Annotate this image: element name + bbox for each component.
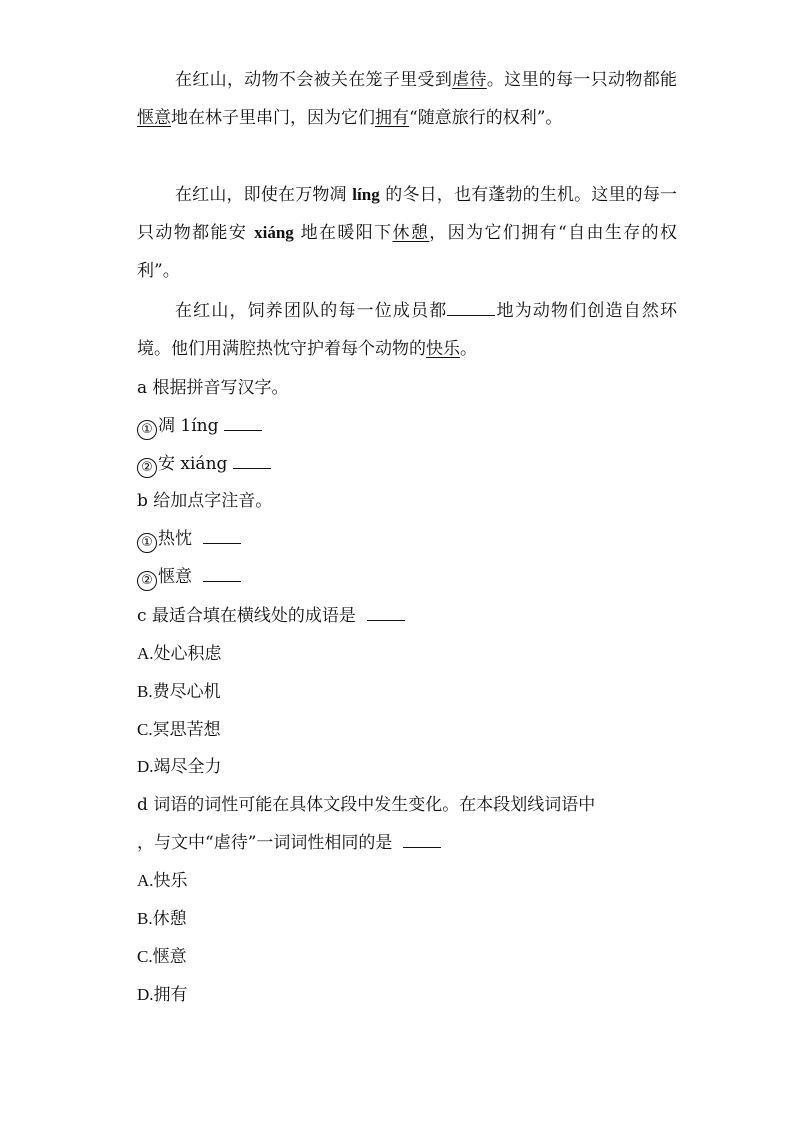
circled-number: ① xyxy=(137,420,157,440)
underlined-word-kuaile: 快乐 xyxy=(426,339,460,359)
pinyin-ling: líng xyxy=(352,185,380,204)
text-segment: 地为动物们创造自然环境。他们用满腔热忱守护着每个动物的 xyxy=(137,301,678,359)
underlined-word-qieyi: 惬意 xyxy=(137,108,171,128)
underlined-word-xiuqi: 休憩 xyxy=(392,223,430,243)
question-a-label: a 根据拼音写汉字。 xyxy=(137,378,289,398)
question-b-item-2 xyxy=(137,565,697,591)
text-segment: “随意旅行的权利”。 xyxy=(409,108,563,128)
question-a-item-2 xyxy=(137,452,697,478)
text-segment: 。 xyxy=(460,339,477,359)
text-segment: 在红山，饲养团队的每一位成员都 xyxy=(175,301,448,321)
text-segment: 地在暖阳下 xyxy=(293,223,393,243)
underlined-word-nuedai: 虐待 xyxy=(452,70,487,90)
question-d-option-d[interactable]: D.拥有 xyxy=(137,985,188,1004)
pinyin-xiang: xiáng xyxy=(254,223,294,242)
question-text: c 最适合填在横线处的成语是 xyxy=(137,606,356,626)
item-text: 惬意 xyxy=(158,567,192,587)
question-b-label: b 给加点字注音。 xyxy=(137,491,273,511)
text-segment: 在红山，动物不会被关在笼子里受到 xyxy=(175,70,453,90)
question-d-option-c[interactable]: C.惬意 xyxy=(137,947,187,966)
item-text: 凋 1íng xyxy=(158,416,219,436)
circled-number: ② xyxy=(137,458,157,478)
question-d-option-a[interactable]: A.快乐 xyxy=(137,871,188,890)
circled-number: ② xyxy=(137,571,157,591)
text-segment: 在红山，即使在万物凋 xyxy=(175,185,353,205)
passage-paragraph-3 xyxy=(137,292,677,368)
question-d-label-line-2 xyxy=(137,831,697,855)
question-c-label xyxy=(137,604,697,628)
answer-blank[interactable] xyxy=(367,605,405,621)
question-d-option-b[interactable]: B.休憩 xyxy=(137,909,187,928)
question-b-item-1 xyxy=(137,527,697,553)
question-a-item-1 xyxy=(137,414,697,440)
passage-paragraph-2 xyxy=(137,176,677,290)
question-d-label-line-1: d 词语的词性可能在具体文段中发生变化。在本段划线词语中 xyxy=(137,795,596,815)
answer-blank[interactable] xyxy=(203,566,241,582)
underlined-word-yongyou: 拥有 xyxy=(375,108,409,128)
fill-blank[interactable] xyxy=(447,300,495,316)
text-segment: ，因为它们拥有“自由生存的权利”。 xyxy=(137,223,678,281)
answer-blank[interactable] xyxy=(403,832,441,848)
question-c-option-a[interactable]: A.处心积虑 xyxy=(137,644,222,663)
item-text: 安 xiáng xyxy=(158,454,228,474)
question-c-option-c[interactable]: C.冥思苦想 xyxy=(137,720,221,739)
answer-blank[interactable] xyxy=(233,453,271,469)
answer-blank[interactable] xyxy=(203,528,241,544)
question-text: ，与文中“虐待”一词词性相同的是 xyxy=(137,833,393,853)
text-segment: 地在林子里串门，因为它们 xyxy=(171,108,375,128)
item-text: 热忱 xyxy=(158,529,192,549)
text-segment: 的冬日，也有蓬勃的生机。这里的每一只动物都能安 xyxy=(137,185,678,243)
text-segment: 。这里的每一只动物都能 xyxy=(486,70,678,90)
answer-blank[interactable] xyxy=(224,415,262,431)
passage-paragraph-1 xyxy=(137,61,677,137)
question-c-option-d[interactable]: D.竭尽全力 xyxy=(137,757,222,776)
circled-number: ① xyxy=(137,533,157,553)
question-c-option-b[interactable]: B.费尽心机 xyxy=(137,682,221,701)
